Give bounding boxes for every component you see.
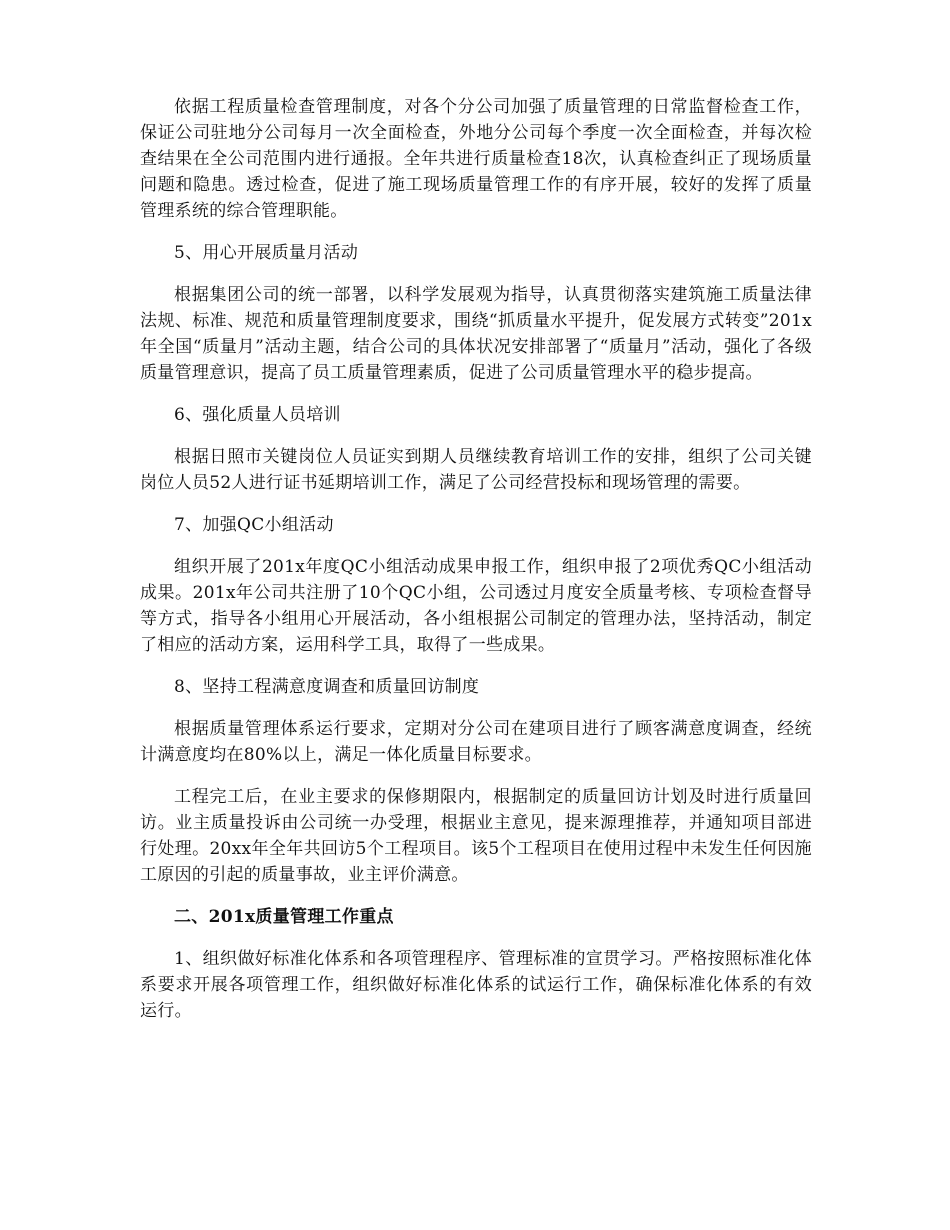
heading-satisfaction-survey: 8、坚持工程满意度调查和质量回访制度 [174,677,480,697]
heading-training: 6、强化质量人员培训 [174,405,341,425]
heading-qc-group: 7、加强QC小组活动 [174,515,334,535]
paragraph-training: 根据日照市关键岗位人员证实到期人员继续教育培训工作的安排，组织了公司关键岗位人员52人进行证书延期培训工作，满足了公司经营投标和现场管理的需要。 [140,447,812,493]
paragraph-qc-group: 组织开展了201x年度QC小组活动成果申报工作，组织申报了2项优秀QC小组活动成果。201x年公司共注册了10个QC小组，公司透过月度安全质量考核、专项检查督导等方式，指导各小组用心开展活动，各小组根据公司制定的管理办法，坚持活动，制定了相应的活动方案，运用科学工具，取得了一些成果。 [140,557,812,655]
paragraph-return-visit: 工程完工后，在业主要求的保修期限内，根据制定的质量回访计划及时进行质量回访。业主质量投诉由公司统一办受理，根据业主意见，提来源理推荐，并通知项目部进行处理。20xx年全年共回访5个工程项目。该5个工程项目在使用过程中未发生任何因施工原因的引起的质量事故，业主评价满意。 [140,787,812,885]
paragraph-satisfaction-survey: 根据质量管理体系运行要求，定期对分公司在建项目进行了顾客满意度调查，经统计满意度均在80%以上，满足一体化质量目标要求。 [140,719,812,765]
heading-quality-month: 5、用心开展质量月活动 [174,243,359,263]
paragraph-inspection: 依据工程质量检查管理制度，对各个分公司加强了质量管理的日常监督检查工作，保证公司驻地分公司每月一次全面检查，外地分公司每个季度一次全面检查，并每次检查结果在全公司范围内进行通报。全年共进行质量检查18次，认真检查纠正了现场质量问题和隐患。透过检查，促进了施工现场质量管理工作的有序开展，较好的发挥了质量管理系统的综合管理职能。 [140,97,812,221]
paragraph-quality-month: 根据集团公司的统一部署，以科学发展观为指导，认真贯彻落实建筑施工质量法律法规、标准、规范和质量管理制度要求，围绕“抓质量水平提升，促发展方式转变”201x年全国“质量月”活动主题，结合公司的具体状况安排部署了“质量月”活动，强化了各级质量管理意识，提高了员工质量管理素质，促进了公司质量管理水平的稳步提高。 [140,285,812,383]
section-heading-work-focus: 二、201x质量管理工作重点 [174,907,394,927]
document-body [140,94,812,1040]
paragraph-standardization: 1、组织做好标准化体系和各项管理程序、管理标准的宣贯学习。严格按照标准化体系要求开展各项管理工作，组织做好标准化体系的试运行工作，确保标准化体系的有效运行。 [140,949,812,1021]
